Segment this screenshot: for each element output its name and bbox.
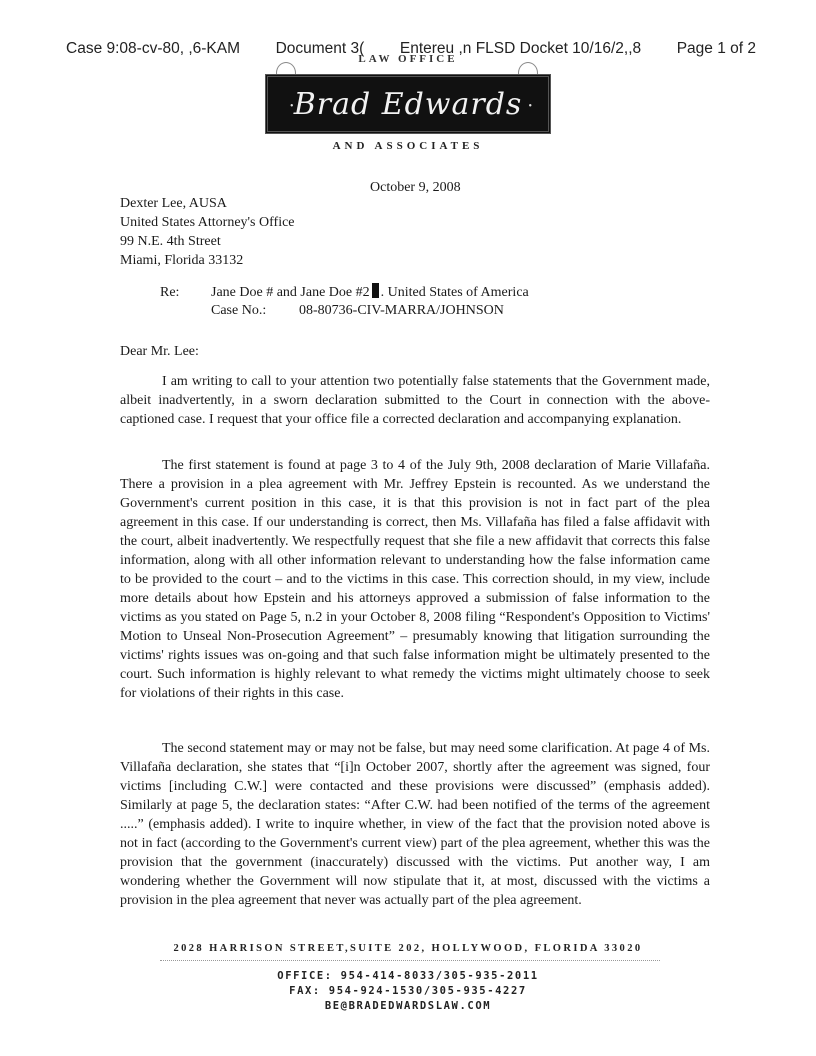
footer-office-phone: OFFICE: 954-414-8033/305-935-2011 [277, 970, 539, 982]
recipient-city: Miami, Florida 33132 [120, 253, 244, 268]
re-parties-b: . United States of America [380, 285, 529, 300]
page-number-stamp: Page 1 of 2 [676, 40, 756, 57]
case-no-label: Case No.: [211, 303, 267, 318]
case-no-value: 08-80736-CIV-MARRA/JOHNSON [299, 303, 504, 318]
law-office-label: LAW OFFICE [358, 53, 458, 65]
docket-entry-stamp: Entereu ,n FLSD Docket 10/16/2,,8 [399, 40, 642, 57]
body-paragraph-1: I am writing to call to your attention two potentially false statements that the Government made, albeit inadvertently, in a sworn declaration submitted to the Court in connection with the above-captioned case. I request that your office file a corrected declaration and accompanying explanation. [120, 374, 710, 427]
letterhead-logo [265, 74, 551, 134]
case-number-stamp: Case 9:08-cv-80, ,6-KAM [66, 40, 241, 57]
re-parties-a: Jane Doe # and Jane Doe #2 [211, 285, 370, 300]
redaction-block [372, 283, 379, 298]
footer-divider [160, 960, 660, 961]
salutation: Dear Mr. Lee: [120, 344, 199, 359]
footer-email: BE@BRADEDWARDSLAW.COM [324, 1000, 492, 1012]
associates-label: AND ASSOCIATES [332, 140, 484, 152]
footer-address: 2028 HARRISON STREET,SUITE 202, HOLLYWOOD, FLORIDA 33020 [173, 943, 643, 954]
recipient-address [120, 194, 295, 270]
footer-fax: FAX: 954-924-1530/305-935-4227 [289, 985, 527, 997]
re-parties [211, 283, 529, 302]
footer-contact [0, 969, 816, 1014]
letter-date: October 9, 2008 [370, 180, 461, 195]
document-number-stamp: Document 3( [275, 40, 365, 57]
recipient-street: 99 N.E. 4th Street [120, 234, 221, 249]
re-case [211, 301, 504, 320]
recipient-office: United States Attorney's Office [120, 215, 295, 230]
recipient-name: Dexter Lee, AUSA [120, 196, 227, 211]
body-paragraph-2: The first statement is found at page 3 to 4 of the July 9th, 2008 declaration of Marie Villafaña. There a provision in a plea agreement with Mr. Jeffrey Epstein is recounted. As we understand the Government's current position in this case, it is that this provision is not in fact part of the plea agreement in this case. If our understanding is correct, then Ms. Villafaña has filed a false affidavit with the court, albeit inadvertently. We respectfully request that she file a new affidavit that corrects this false information, along with all other information relevant to understanding how the false information came to be provided to the court – and to the victims in this case. This correction should, in my view, include more details about how Epstein and his attorneys approved a submission of false information to the victims as you stated on Page 5, n.2 in your October 8, 2008 filing “Respondent's Opposition to Victims' Motion to Unseal Non-Prosecution Agreement” – presumably knowing that litigation surrounding the victims' rights issues was on-going and that such false information might be ultimately presented to the court. Such information is highly relevant to what remedy the victims might ultimately choose to seek for violations of their rights in this case. [120, 458, 710, 701]
logo-dot-left: • [290, 101, 294, 112]
body-paragraph-3: The second statement may or may not be false, but may need some clarification. At page 4 of Ms. Villafaña declaration, she states that “[i]n October 2007, shortly after the agreement was signed, four victims [including C.W.] were contacted and these provisions were discussed” (emphasis added). Similarly at page 5, the declaration states: “After C.W. had been notified of the terms of the agreement .....” (emphasis added). I write to inquire whether, in view of the fact that the provision noted above is not in fact (according to the Government's current view) part of the plea agreement, whether this was the provision that the government (inaccurately) discussed with the victims. Put another way, I am wondering whether the Government will now stipulate that it, at most, discussed with the victims a provision in the plea agreement that never was actually part of the plea agreement. [120, 741, 710, 908]
firm-name-logo: Brad Edwards [293, 86, 523, 122]
logo-dot-right: • [528, 101, 532, 112]
re-label: Re: [160, 285, 180, 300]
